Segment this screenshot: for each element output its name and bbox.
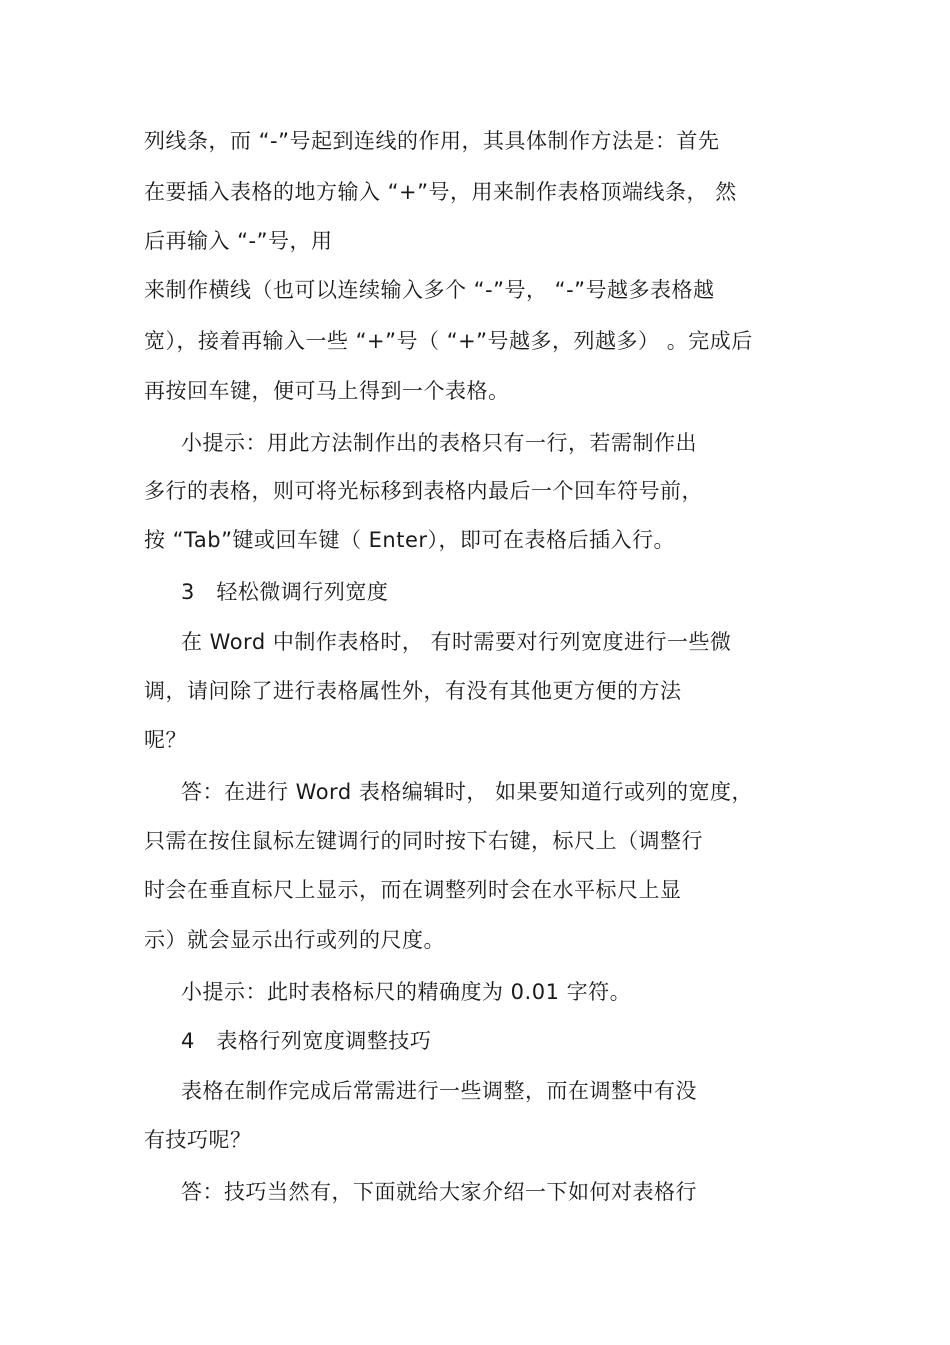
answer-line: 答：技巧当然有，下面就给大家介绍一下如何对表格行 xyxy=(181,1180,697,1204)
tip-line: 小提示：此时表格标尺的精确度为 0.01 字符。 xyxy=(181,980,632,1004)
text-line: 多行的表格，则可将光标移到表格内最后一个回车符号前， xyxy=(144,479,703,503)
section-heading: 4 表格行列宽度调整技巧 xyxy=(181,1029,432,1053)
text-line: 再按回车键，便可马上得到一个表格。 xyxy=(144,379,510,403)
text-line: 呢？ xyxy=(144,728,187,752)
section-heading: 3 轻松微调行列宽度 xyxy=(181,580,389,604)
text-line: 列线条，而 “-”号起到连线的作用，其具体制作方法是：首先 xyxy=(144,129,720,153)
text-line: 有技巧呢？ xyxy=(144,1128,252,1152)
text-line: 按 “Tab”键或回车键（ Enter），即可在表格后插入行。 xyxy=(144,528,676,552)
text-line: 宽），接着再输入一些 “+”号（ “+”号越多，列越多） 。完成后 xyxy=(144,329,753,353)
text-line: 时会在垂直标尺上显示，而在调整列时会在水平标尺上显 xyxy=(144,878,682,902)
question-line: 表格在制作完成后常需进行一些调整，而在调整中有没 xyxy=(181,1079,697,1103)
text-line: 只需在按住鼠标左键调行的同时按下右键，标尺上（调整行 xyxy=(144,829,703,853)
text-line: 来制作横线（也可以连续输入多个 “-”号， “-”号越多表格越 xyxy=(144,278,715,302)
tip-line: 小提示：用此方法制作出的表格只有一行，若需制作出 xyxy=(181,431,697,455)
answer-line: 答：在进行 Word 表格编辑时， 如果要知道行或列的宽度， xyxy=(181,780,754,804)
text-line: 后再输入 “-”号，用 xyxy=(144,229,333,253)
text-line: 示）就会显示出行或列的尺度。 xyxy=(144,928,445,952)
text-line: 在要插入表格的地方输入 “+”号，用来制作表格顶端线条， 然 xyxy=(144,180,737,204)
text-line: 调，请问除了进行表格属性外，有没有其他更方便的方法 xyxy=(144,679,682,703)
question-line: 在 Word 中制作表格时， 有时需要对行列宽度进行一些微 xyxy=(181,630,732,654)
